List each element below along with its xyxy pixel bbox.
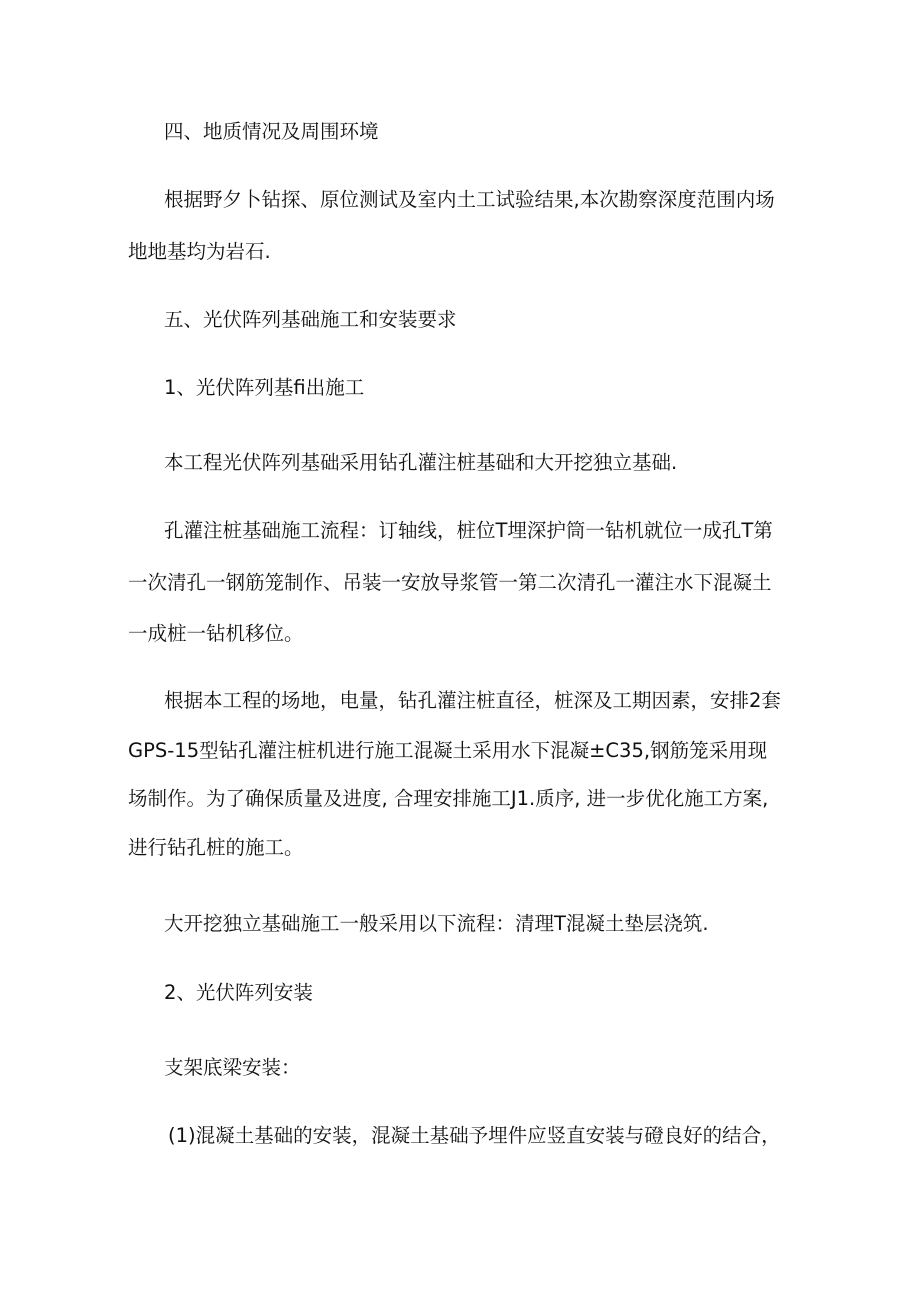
paragraph-equipment-line-3: 场制作。为了确保质量及进度, 合理安排施工J1.质序, 进一步优化施工方案, [128,787,769,810]
paragraph-equipment-line-1: 根据本工程的场地，电量，钻孔灌注桩直径，桩深及工期因素，安排2套 [164,689,781,712]
paragraph-excavation: 大开挖独立基础施工一般采用以下流程：清理T混凝土垫层浇筑. [164,912,709,935]
paragraph-geology-line-2: 地地基均为岩石. [128,240,271,263]
paragraph-geology-line-1: 根据野夕卜钻探、原位测试及室内土工试验结果,本次勘察深度范围内场 [164,188,775,211]
subheading-2: 2、光伏阵列安装 [164,981,313,1004]
paragraph-equipment-line-4: 进行钻孔桩的施工。 [128,836,304,859]
section-heading-4: 四、地质情况及周围环境 [164,120,379,143]
section-heading-5: 五、光伏阵列基础施工和安装要求 [164,308,457,331]
paragraph-flow-line-2: 一次清孔一钢筋笼制作、吊装一安放导浆管一第二次清孔一灌注水下混凝土 [128,571,772,594]
subheading-1: 1、光伏阵列基fi出施工 [164,376,365,399]
paragraph-bracket: 支架底梁安装： [164,1056,301,1079]
paragraph-item-1: (1)混凝土基础的安装，混凝土基础予埋件应竖直安装与磴良好的结合， [168,1124,781,1147]
paragraph-flow-line-1: 孔灌注桩基础施工流程：订轴线，桩位T埋深护筒一钻机就位一成孔T第 [164,519,773,542]
paragraph-equipment-line-2: GPS-15型钻孔灌注桩机进行施工混凝土采用水下混凝±C35,钢筋笼采用现 [128,739,768,762]
paragraph-flow-line-3: 一成桩一钻机移位。 [128,622,304,645]
paragraph-foundation: 本工程光伏阵列基础采用钻孔灌注桩基础和大开挖独立基础. [164,451,678,474]
